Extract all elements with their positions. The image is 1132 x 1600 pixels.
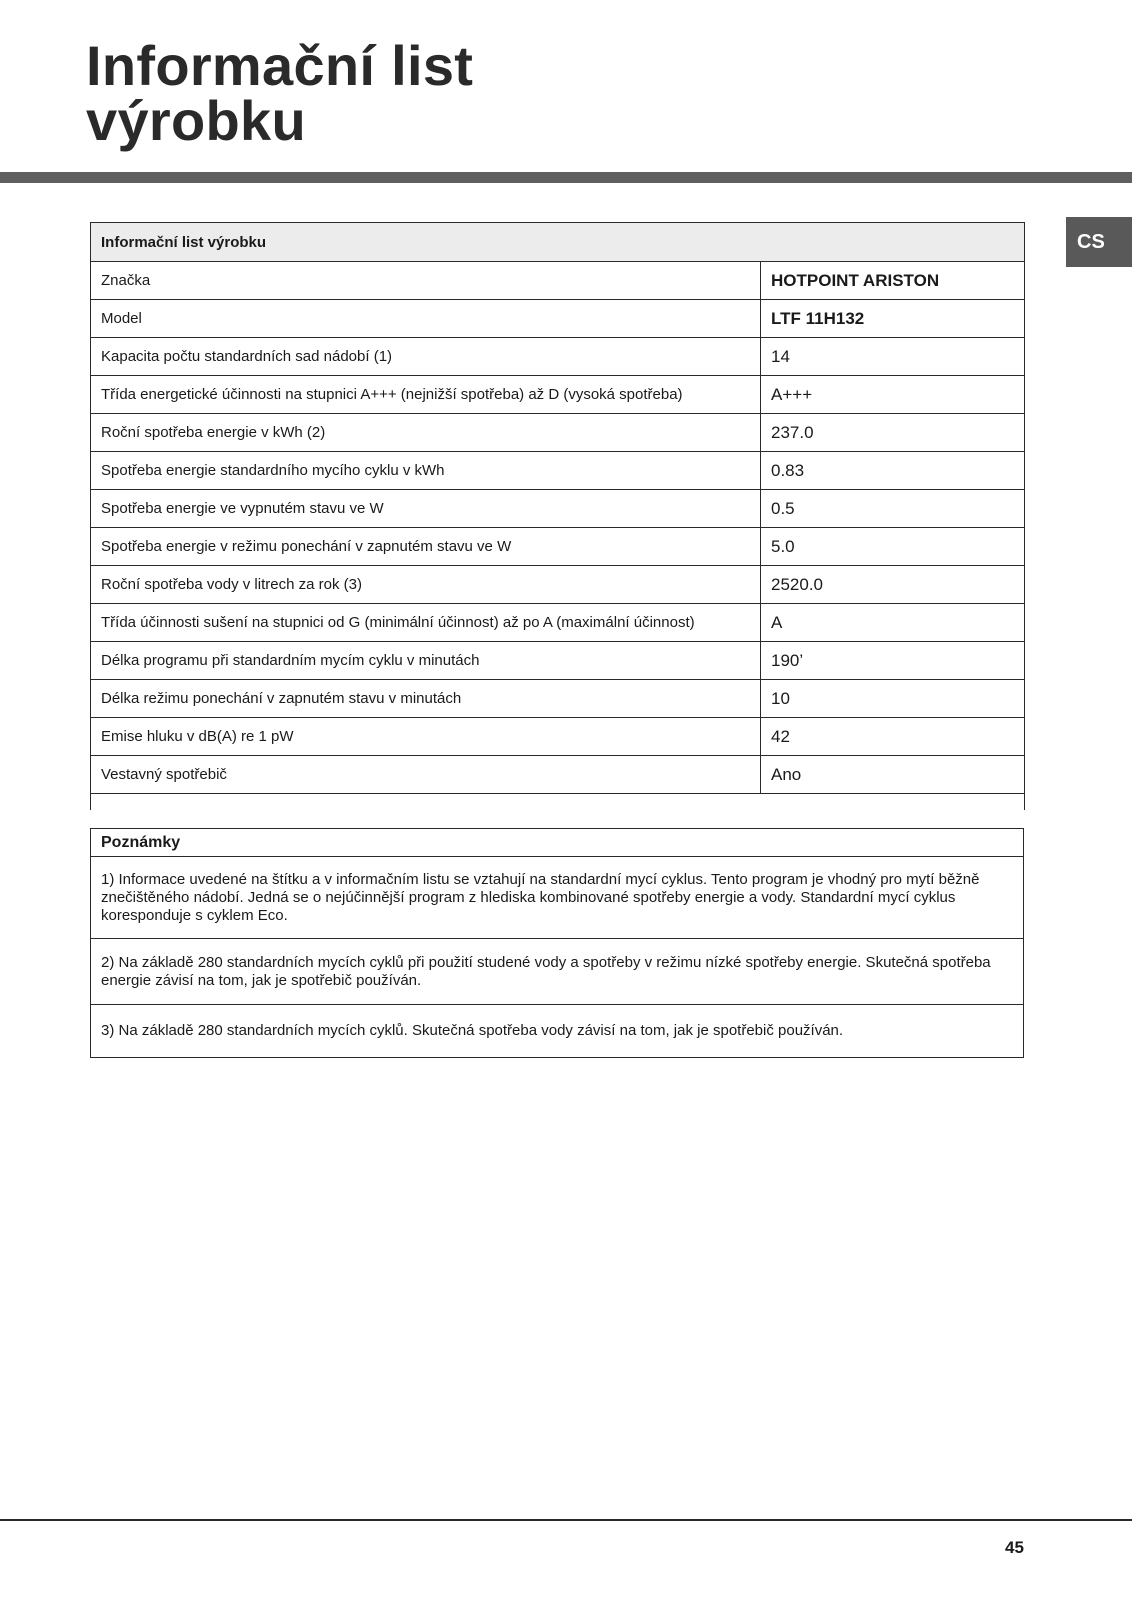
row-value: 0.83 xyxy=(761,452,1025,490)
page-title xyxy=(86,34,474,152)
row-label: Spotřeba energie v režimu ponechání v zapnutém stavu ve W xyxy=(91,528,761,566)
row-label: Spotřeba energie standardního mycího cyklu v kWh xyxy=(91,452,761,490)
row-value: 14 xyxy=(761,338,1025,376)
table-row xyxy=(91,338,1025,376)
row-value: 2520.0 xyxy=(761,566,1025,604)
table-row xyxy=(91,604,1025,642)
row-label: Třída účinnosti sušení na stupnici od G (minimální účinnost) až po A (maximální účinnost) xyxy=(91,604,761,642)
table-row xyxy=(91,452,1025,490)
row-value: Ano xyxy=(761,756,1025,794)
row-label: Značka xyxy=(91,262,761,300)
row-label: Třída energetické účinnosti na stupnici A+++ (nejnižší spotřeba) až D (vysoká spotřeba) xyxy=(91,376,761,414)
page-title-line-1: Informační list xyxy=(86,34,474,97)
table-row xyxy=(91,414,1025,452)
note-text: 2) Na základě 280 standardních mycích cyklů při použití studené vody a spotřeby v režimu nízké spotřeby energie. Skutečná spotřeba energie závisí na tom, jak je spotřebič používán. xyxy=(91,939,1024,1005)
product-info-table xyxy=(90,222,1025,810)
row-label: Spotřeba energie ve vypnutém stavu ve W xyxy=(91,490,761,528)
language-tab: CS xyxy=(1066,217,1132,267)
row-value: 0.5 xyxy=(761,490,1025,528)
table-row xyxy=(91,376,1025,414)
note-row xyxy=(91,1005,1024,1058)
table-row xyxy=(91,642,1025,680)
table-header: Informační list výrobku xyxy=(91,223,1025,262)
notes-header: Poznámky xyxy=(91,829,1024,857)
row-label: Vestavný spotřebič xyxy=(91,756,761,794)
row-label: Roční spotřeba energie v kWh (2) xyxy=(91,414,761,452)
header-divider xyxy=(0,172,1132,183)
row-label: Roční spotřeba vody v litrech za rok (3) xyxy=(91,566,761,604)
notes-table xyxy=(90,828,1024,1058)
table-row xyxy=(91,300,1025,338)
table-row xyxy=(91,566,1025,604)
note-row xyxy=(91,857,1024,939)
page-number: 45 xyxy=(1005,1538,1024,1557)
table-row xyxy=(91,680,1025,718)
footer-divider xyxy=(0,1519,1132,1521)
row-label: Délka režimu ponechání v zapnutém stavu v minutách xyxy=(91,680,761,718)
note-text: 1) Informace uvedené na štítku a v informačním listu se vztahují na standardní mycí cyklus. Tento program je vhodný pro mytí běžně znečištěného nádobí. Jedná se o nejúčinnější program z hlediska kombinované spotřeby energie a vody. Standardní mycí cyklus koresponduje s cyklem Eco. xyxy=(91,857,1024,939)
row-value: A+++ xyxy=(761,376,1025,414)
table-row xyxy=(91,262,1025,300)
row-value: HOTPOINT ARISTON xyxy=(761,262,1025,300)
table-header-row xyxy=(91,223,1025,262)
table-spacer-row xyxy=(91,794,1025,810)
row-value: 5.0 xyxy=(761,528,1025,566)
row-value: 10 xyxy=(761,680,1025,718)
page-title-line-2: výrobku xyxy=(86,89,306,152)
row-label: Model xyxy=(91,300,761,338)
table-spacer xyxy=(91,794,1025,810)
row-value: 237.0 xyxy=(761,414,1025,452)
note-text: 3) Na základě 280 standardních mycích cyklů. Skutečná spotřeba vody závisí na tom, jak je spotřebič používán. xyxy=(91,1005,1024,1058)
row-value: 42 xyxy=(761,718,1025,756)
note-row xyxy=(91,939,1024,1005)
table-row xyxy=(91,718,1025,756)
row-value: 190’ xyxy=(761,642,1025,680)
row-label: Kapacita počtu standardních sad nádobí (1) xyxy=(91,338,761,376)
row-value: LTF 11H132 xyxy=(761,300,1025,338)
notes-header-row xyxy=(91,829,1024,857)
row-label: Délka programu při standardním mycím cyklu v minutách xyxy=(91,642,761,680)
table-row xyxy=(91,528,1025,566)
table-row xyxy=(91,756,1025,794)
row-value: A xyxy=(761,604,1025,642)
table-row xyxy=(91,490,1025,528)
row-label: Emise hluku v dB(A) re 1 pW xyxy=(91,718,761,756)
